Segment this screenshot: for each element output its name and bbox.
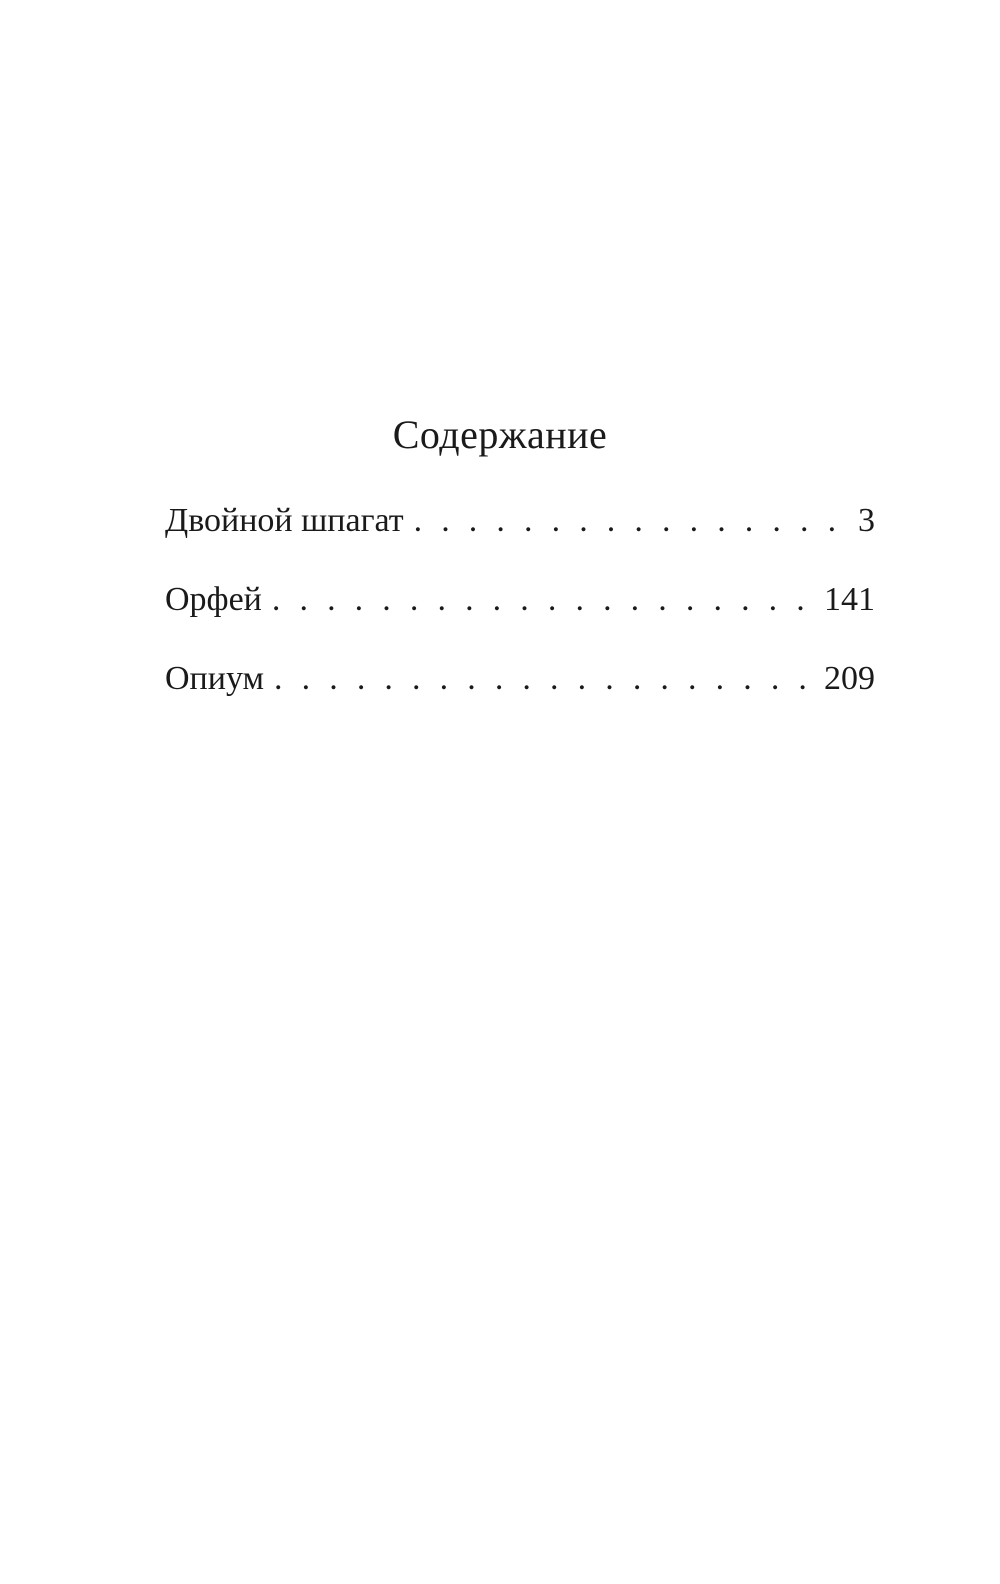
toc-page-number: 141 <box>824 581 875 618</box>
toc-page-number: 209 <box>824 660 875 697</box>
toc-dot-leader <box>274 654 818 704</box>
toc-entry-title: Двойной шпагат <box>165 502 404 539</box>
toc-entry <box>165 654 875 733</box>
toc-list <box>165 496 875 733</box>
toc-dot-leader <box>414 496 852 546</box>
toc-dot-leader <box>272 575 818 625</box>
toc-entry <box>165 496 875 575</box>
toc-entry <box>165 575 875 654</box>
toc-page-number: 3 <box>858 502 875 539</box>
toc-heading: Содержание <box>392 412 608 457</box>
toc-entry-title: Орфей <box>165 581 262 618</box>
toc-entry-title: Опиум <box>165 660 265 697</box>
